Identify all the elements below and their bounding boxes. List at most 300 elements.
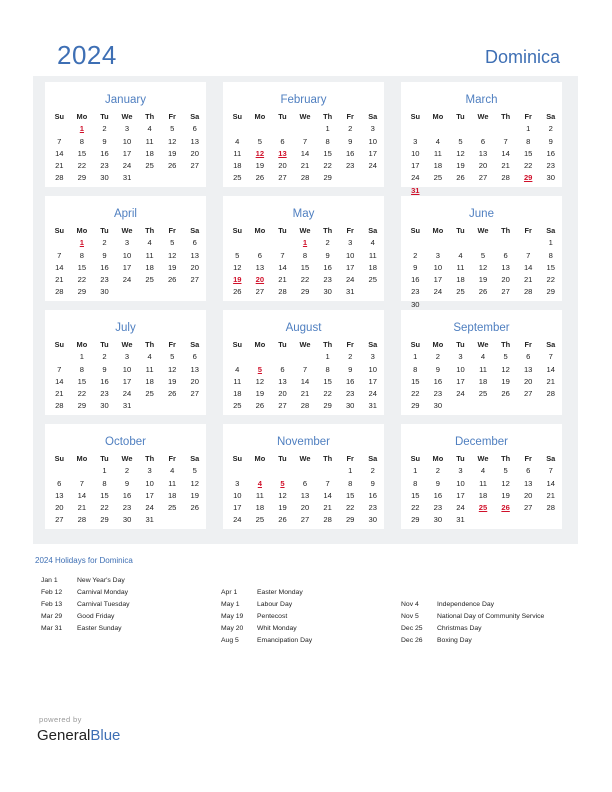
day-cell: 31 [346, 287, 355, 297]
day-cell: 12 [501, 478, 510, 488]
day-cell: 16 [100, 376, 109, 386]
day-cell: 27 [478, 173, 488, 183]
weekday-label: Mo [254, 454, 266, 463]
day-cell: 1 [325, 352, 330, 362]
day-cell: 10 [456, 364, 465, 374]
day-cell: 8 [325, 364, 330, 374]
day-cell: 3 [458, 466, 463, 476]
day-cell: 21 [323, 503, 332, 513]
day-cell: 7 [503, 136, 508, 146]
weekday-label: Th [145, 454, 155, 463]
holiday-day: 29 [523, 173, 533, 183]
day-cell: 12 [190, 478, 199, 488]
day-cell: 13 [300, 490, 310, 500]
day-cell: 3 [124, 124, 130, 134]
day-cell: 16 [433, 376, 443, 386]
day-cell: 18 [167, 490, 177, 500]
weekday-label: Th [145, 340, 155, 349]
weekday-label: We [121, 454, 133, 463]
day-cell: 21 [55, 389, 64, 399]
day-cell: 30 [100, 401, 109, 411]
day-cell: 31 [368, 401, 377, 411]
day-cell: 20 [478, 161, 488, 171]
day-cell: 10 [345, 250, 355, 260]
day-cell: 11 [168, 478, 177, 488]
holiday-column [41, 575, 130, 635]
day-cell: 22 [100, 503, 109, 513]
weekday-label: Mo [432, 454, 444, 463]
day-cell: 6 [57, 478, 62, 488]
day-cell: 14 [546, 478, 555, 488]
weekday-label: Fr [346, 454, 354, 463]
day-cell: 21 [523, 275, 533, 285]
day-cell: 30 [546, 173, 555, 183]
day-cell: 6 [192, 124, 197, 134]
month-november [223, 424, 384, 529]
day-cell: 2 [435, 352, 440, 362]
day-cell: 16 [368, 490, 377, 500]
day-cell: 11 [233, 376, 242, 386]
holiday-entry [41, 587, 130, 599]
day-cell: 5 [458, 136, 463, 146]
day-cell: 24 [345, 275, 355, 285]
day-cell: 3 [435, 250, 440, 260]
day-cell: 7 [325, 478, 330, 488]
day-cell: 29 [411, 401, 420, 411]
day-cell: 29 [300, 287, 310, 297]
weekday-label: Mo [76, 226, 88, 235]
day-cell: 14 [278, 262, 287, 272]
day-cell: 24 [411, 173, 420, 183]
day-cell: 20 [55, 503, 64, 513]
day-cell: 24 [368, 389, 377, 399]
day-cell: 25 [145, 389, 154, 399]
day-cell: 18 [233, 161, 242, 171]
day-cell: 5 [170, 352, 175, 362]
day-cell: 8 [526, 136, 531, 146]
day-cell: 18 [433, 161, 443, 171]
day-cell: 19 [255, 389, 265, 399]
day-cell: 23 [323, 275, 332, 285]
day-cell: 10 [368, 136, 377, 146]
day-cell: 22 [323, 389, 332, 399]
day-cell: 6 [192, 352, 197, 362]
day-cell: 25 [145, 161, 154, 171]
day-cell: 13 [278, 376, 287, 386]
day-cell: 7 [548, 352, 553, 362]
day-cell: 14 [523, 262, 533, 272]
day-cell: 3 [458, 352, 463, 362]
day-cell: 18 [368, 262, 377, 272]
day-cell: 8 [325, 136, 330, 146]
weekday-label: Tu [100, 112, 109, 121]
day-cell: 28 [323, 515, 332, 525]
weekday-label: Su [410, 340, 421, 349]
day-cell: 5 [170, 124, 175, 134]
day-cell: 18 [456, 275, 465, 285]
brand-general: General [37, 727, 91, 744]
day-cell: 19 [167, 376, 177, 386]
day-cell: 24 [145, 503, 154, 513]
month-title: April [113, 208, 137, 220]
holiday-name: Easter Monday [257, 589, 303, 596]
day-cell: 17 [368, 376, 377, 386]
weekday-label: Sa [546, 340, 556, 349]
day-cell: 26 [278, 515, 287, 525]
weekday-label: We [477, 454, 489, 463]
day-cell: 26 [255, 401, 265, 411]
day-cell: 31 [145, 515, 154, 525]
day-cell: 9 [102, 250, 107, 260]
holiday-entry [41, 599, 130, 611]
day-cell: 15 [77, 148, 87, 158]
day-cell: 30 [368, 515, 377, 525]
weekday-label: Mo [254, 340, 266, 349]
day-cell: 29 [345, 515, 355, 525]
holiday-date: Dec 26 [401, 637, 423, 645]
day-cell: 19 [478, 275, 488, 285]
day-cell: 12 [167, 364, 177, 374]
day-cell: 18 [478, 376, 488, 386]
holiday-name: Independence Day [437, 601, 495, 608]
day-cell: 12 [501, 364, 510, 374]
weekday-label: Su [232, 112, 243, 121]
weekday-label: Th [501, 112, 511, 121]
day-cell: 28 [523, 287, 533, 297]
day-cell: 13 [501, 262, 510, 272]
day-cell: 25 [456, 287, 465, 297]
day-cell: 9 [348, 364, 353, 374]
day-cell: 27 [190, 161, 199, 171]
holiday-entry [41, 611, 130, 623]
weekday-label: Th [145, 112, 155, 121]
day-cell: 2 [102, 352, 107, 362]
holiday-date: Mar 29 [41, 613, 63, 621]
country-title: Dominica [484, 47, 560, 67]
weekday-label: We [477, 226, 489, 235]
day-cell: 10 [233, 490, 242, 500]
month-title: January [105, 94, 146, 106]
day-cell: 5 [480, 250, 486, 260]
day-cell: 14 [300, 376, 310, 386]
weekday-label: Tu [278, 112, 287, 121]
day-cell: 12 [167, 250, 177, 260]
day-cell: 27 [523, 503, 533, 513]
holiday-name: Christmas Day [437, 625, 482, 633]
day-cell: 1 [325, 124, 330, 134]
day-cell: 11 [145, 250, 154, 260]
day-cell: 29 [77, 173, 87, 183]
day-cell: 1 [413, 352, 418, 362]
day-cell: 5 [503, 466, 508, 476]
day-cell: 25 [167, 503, 177, 513]
day-cell: 16 [411, 275, 420, 285]
weekday-label: Su [54, 454, 65, 463]
weekday-label: Su [54, 112, 65, 121]
weekday-label: Su [54, 340, 65, 349]
holiday-day: 5 [280, 478, 285, 488]
holiday-date: Dec 25 [401, 625, 423, 633]
day-cell: 28 [55, 401, 64, 411]
day-cell: 10 [122, 136, 132, 146]
day-cell: 26 [478, 287, 488, 297]
day-cell: 3 [124, 238, 130, 248]
day-cell: 21 [300, 389, 310, 399]
day-cell: 3 [370, 352, 375, 362]
holiday-day: 1 [79, 124, 84, 134]
day-cell: 27 [300, 515, 310, 525]
weekday-label: Fr [346, 112, 354, 121]
weekday-label: Mo [432, 112, 444, 121]
day-cell: 19 [167, 262, 177, 272]
day-cell: 4 [235, 364, 240, 374]
day-cell: 2 [102, 124, 107, 134]
day-cell: 31 [122, 173, 132, 183]
day-cell: 15 [100, 490, 109, 500]
weekday-label: Fr [168, 112, 176, 121]
day-cell: 7 [79, 478, 84, 488]
year-title: 2024 [57, 40, 117, 70]
month-title: February [280, 94, 327, 106]
holiday-entry [401, 623, 544, 635]
holiday-date: Aug 5 [221, 637, 239, 645]
day-cell: 15 [323, 376, 332, 386]
day-cell: 18 [255, 503, 265, 513]
day-cell: 11 [145, 364, 154, 374]
weekday-label: Tu [278, 454, 287, 463]
weekday-label: Th [501, 340, 511, 349]
month-title: December [454, 436, 509, 448]
weekday-label: Su [54, 226, 65, 235]
day-cell: 21 [55, 161, 64, 171]
weekday-label: Sa [368, 340, 378, 349]
holiday-date: Mar 31 [41, 625, 63, 633]
day-cell: 23 [345, 389, 355, 399]
day-cell: 17 [368, 148, 377, 158]
day-cell: 24 [433, 287, 443, 297]
weekday-label: We [299, 340, 311, 349]
day-cell: 25 [433, 173, 443, 183]
weekday-label: We [121, 340, 133, 349]
day-cell: 27 [278, 401, 287, 411]
day-cell: 28 [300, 401, 310, 411]
month-april [45, 196, 206, 301]
holiday-entry [221, 611, 312, 623]
day-cell: 17 [145, 490, 154, 500]
day-cell: 24 [456, 389, 465, 399]
day-cell: 7 [57, 136, 62, 146]
weekday-label: We [477, 340, 489, 349]
holiday-name: Labour Day [257, 601, 293, 609]
day-cell: 23 [122, 503, 132, 513]
day-cell: 26 [255, 173, 265, 183]
holiday-entry [221, 599, 312, 611]
holiday-name: Carnival Tuesday [77, 601, 130, 609]
day-cell: 23 [100, 275, 109, 285]
month-september [401, 310, 562, 415]
day-cell: 17 [433, 275, 443, 285]
day-cell: 27 [255, 287, 265, 297]
day-cell: 26 [233, 287, 242, 297]
day-cell: 29 [323, 401, 332, 411]
day-cell: 13 [523, 478, 533, 488]
day-cell: 3 [348, 238, 353, 248]
day-cell: 16 [546, 148, 555, 158]
holiday-day: 4 [257, 478, 262, 488]
day-cell: 11 [479, 478, 487, 488]
day-cell: 20 [190, 376, 199, 386]
weekday-label: Su [410, 112, 421, 121]
holiday-date: May 20 [221, 625, 244, 633]
day-cell: 23 [100, 389, 109, 399]
holiday-name: Good Friday [77, 613, 115, 621]
weekday-label: Tu [456, 454, 465, 463]
day-cell: 20 [523, 490, 533, 500]
month-title: May [292, 208, 315, 220]
day-cell: 22 [77, 275, 87, 285]
weekday-label: We [299, 454, 311, 463]
day-cell: 28 [300, 173, 310, 183]
day-cell: 22 [411, 389, 420, 399]
day-cell: 13 [478, 148, 488, 158]
day-cell: 25 [255, 515, 265, 525]
powered-by-text: powered by [39, 715, 82, 724]
day-cell: 29 [411, 515, 420, 525]
day-cell: 4 [147, 238, 152, 248]
holiday-day: 19 [233, 275, 242, 285]
day-cell: 6 [280, 364, 285, 374]
weekday-label: Tu [456, 226, 465, 235]
day-cell: 2 [348, 124, 353, 134]
holiday-day: 20 [255, 275, 265, 285]
day-cell: 29 [100, 515, 109, 525]
day-cell: 20 [190, 262, 199, 272]
day-cell: 1 [548, 238, 553, 248]
day-cell: 28 [278, 287, 287, 297]
weekday-label: Su [410, 226, 421, 235]
weekday-label: Su [232, 454, 243, 463]
day-cell: 13 [55, 490, 64, 500]
day-cell: 3 [147, 466, 152, 476]
day-cell: 9 [548, 136, 553, 146]
day-cell: 5 [235, 250, 240, 260]
weekday-label: Sa [368, 454, 378, 463]
day-cell: 27 [278, 173, 287, 183]
day-cell: 12 [233, 262, 242, 272]
weekday-label: Tu [100, 226, 109, 235]
day-cell: 10 [122, 364, 132, 374]
day-cell: 8 [79, 136, 84, 146]
day-cell: 22 [523, 161, 533, 171]
holiday-entry [41, 575, 130, 587]
day-cell: 23 [345, 161, 355, 171]
day-cell: 16 [100, 148, 109, 158]
day-cell: 23 [100, 161, 109, 171]
day-cell: 17 [456, 490, 465, 500]
weekday-label: Tu [278, 226, 287, 235]
month-january [45, 82, 206, 187]
brand-logo [37, 727, 120, 744]
day-cell: 28 [546, 389, 555, 399]
day-cell: 12 [255, 376, 265, 386]
day-cell: 21 [546, 376, 555, 386]
weekday-label: Fr [168, 340, 176, 349]
holiday-name: Boxing Day [437, 637, 472, 645]
weekday-label: Th [323, 454, 333, 463]
holiday-date: Nov 4 [401, 601, 419, 608]
day-cell: 15 [77, 262, 87, 272]
day-cell: 9 [435, 478, 440, 488]
weekday-label: Th [145, 226, 155, 235]
holiday-name: Carnival Monday [77, 589, 128, 597]
holiday-date: May 1 [221, 601, 240, 609]
day-cell: 4 [235, 136, 240, 146]
month-may [223, 196, 384, 301]
month-october [45, 424, 206, 529]
holiday-name: Easter Sunday [77, 625, 122, 633]
day-cell: 8 [79, 250, 84, 260]
day-cell: 19 [255, 161, 265, 171]
day-cell: 1 [348, 466, 353, 476]
month-title: October [105, 436, 146, 448]
day-cell: 2 [370, 466, 375, 476]
holiday-date: Apr 1 [221, 589, 238, 596]
holiday-entry [221, 635, 312, 647]
day-cell: 14 [501, 148, 510, 158]
brand-blue: Blue [90, 727, 121, 744]
day-cell: 19 [190, 490, 199, 500]
day-cell: 14 [546, 364, 555, 374]
day-cell: 8 [548, 250, 553, 260]
day-cell: 24 [122, 389, 132, 399]
day-cell: 6 [302, 478, 308, 488]
weekday-label: Mo [254, 226, 266, 235]
day-cell: 15 [546, 262, 555, 272]
holiday-day: 25 [478, 503, 488, 513]
day-cell: 17 [456, 376, 465, 386]
day-cell: 10 [122, 250, 132, 260]
day-cell: 3 [235, 478, 240, 488]
weekday-label: Mo [76, 454, 88, 463]
day-cell: 3 [413, 136, 418, 146]
day-cell: 30 [100, 173, 109, 183]
day-cell: 28 [55, 173, 64, 183]
day-cell: 11 [479, 364, 487, 374]
day-cell: 19 [501, 376, 510, 386]
day-cell: 15 [323, 148, 332, 158]
day-cell: 13 [190, 364, 199, 374]
day-cell: 27 [523, 389, 533, 399]
day-cell: 14 [55, 262, 64, 272]
day-cell: 8 [348, 478, 353, 488]
weekday-label: Tu [456, 340, 465, 349]
holiday-date: Feb 13 [41, 601, 63, 609]
holiday-entry [41, 623, 130, 635]
day-cell: 25 [233, 173, 242, 183]
day-cell: 12 [456, 148, 465, 158]
weekday-label: Sa [546, 112, 556, 121]
day-cell: 17 [411, 161, 420, 171]
weekday-label: Tu [456, 112, 465, 121]
day-cell: 9 [370, 478, 375, 488]
day-cell: 9 [413, 262, 418, 272]
day-cell: 25 [368, 275, 377, 285]
day-cell: 7 [526, 250, 531, 260]
day-cell: 14 [323, 490, 332, 500]
day-cell: 15 [523, 148, 533, 158]
weekday-label: Th [323, 340, 333, 349]
month-title: August [285, 322, 322, 334]
